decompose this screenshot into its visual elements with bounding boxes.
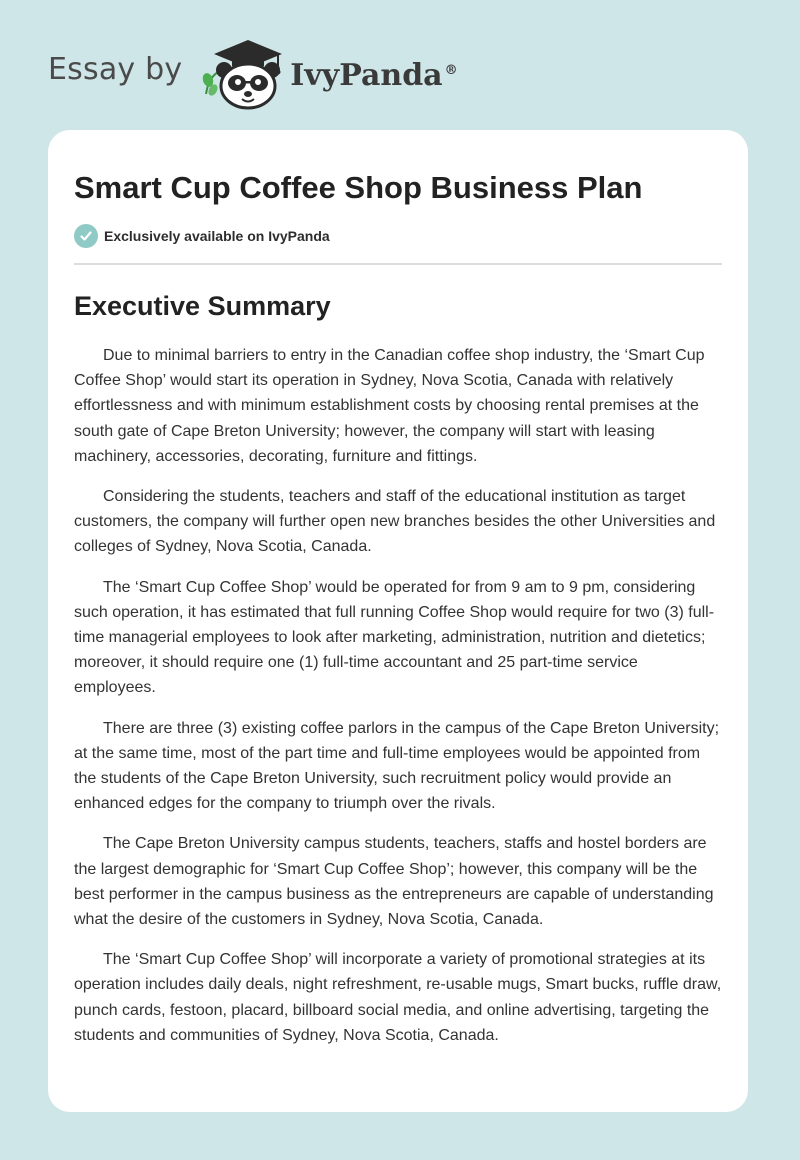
site-header-brand[interactable]	[48, 36, 458, 110]
panda-graduation-cap-icon	[198, 36, 286, 110]
section-heading: Executive Summary	[74, 291, 331, 321]
paragraph: The ‘Smart Cup Coffee Shop’ will incorporate a variety of promotional strategies at its operation includes daily deals, night refreshment, re-usable mugs, Smart bucks, ruffle draw, punch cards, festoon, placard, billboard social media, and online advertising, targeting the students and communities of Sydney, Nova Scotia, Canada.	[74, 951, 722, 1044]
essay-card	[48, 130, 748, 1112]
registered-mark: ®	[444, 62, 458, 78]
check-circle-icon	[74, 224, 98, 248]
brand-prefix: Essay by	[48, 51, 183, 87]
exclusive-label: Exclusively available on IvyPanda	[104, 228, 330, 244]
essay-body	[74, 343, 722, 1048]
paragraph: Considering the students, teachers and staff of the educational institution as target customers, the company will further open new branches besides the other Universities and colleges of Sydney, Nova Scotia, Canada.	[74, 488, 716, 556]
title-divider	[74, 263, 722, 265]
exclusive-badge	[74, 222, 722, 250]
paragraph: Due to minimal barriers to entry in the Canadian coffee shop industry, the ‘Smart Cup Coffee Shop’ would start its operation in Sydney, Nova Scotia, Canada with relatively effortlessness and with minimum establishment costs by choosing rental premises at the south gate of Cape Breton University; however, the company will start with leasing machinery, accessories, decorating, furniture and fittings.	[74, 347, 705, 465]
paragraph: The Cape Breton University campus students, teachers, staffs and hostel borders are the largest demographic for ‘Smart Cup Coffee Shop’; however, this company will be the best performer in the campus business as the entrepreneurs are capable of understanding what the desire of the customers in Sydney, Nova Scotia, Canada.	[74, 835, 714, 929]
essay-title: Smart Cup Coffee Shop Business Plan	[74, 170, 643, 205]
paragraph: There are three (3) existing coffee parlors in the campus of the Cape Breton University; at the same time, most of the part time and full-time employees would be appointed from the students of the Cape Breton University, such recruitment policy would provide an enhanced edges for the company to triumph over the rivals.	[74, 719, 720, 813]
brand-name: IvyPanda ®	[290, 57, 458, 93]
paragraph: The ‘Smart Cup Coffee Shop’ would be operated for from 9 am to 9 pm, considering such operation, it has estimated that full running Coffee Shop would require for two (3) full-time managerial employees to look after marketing, administration, nutrition and dietetics; moreover, it should require one (1) full-time accountant and 25 part-time service employees.	[74, 578, 715, 697]
